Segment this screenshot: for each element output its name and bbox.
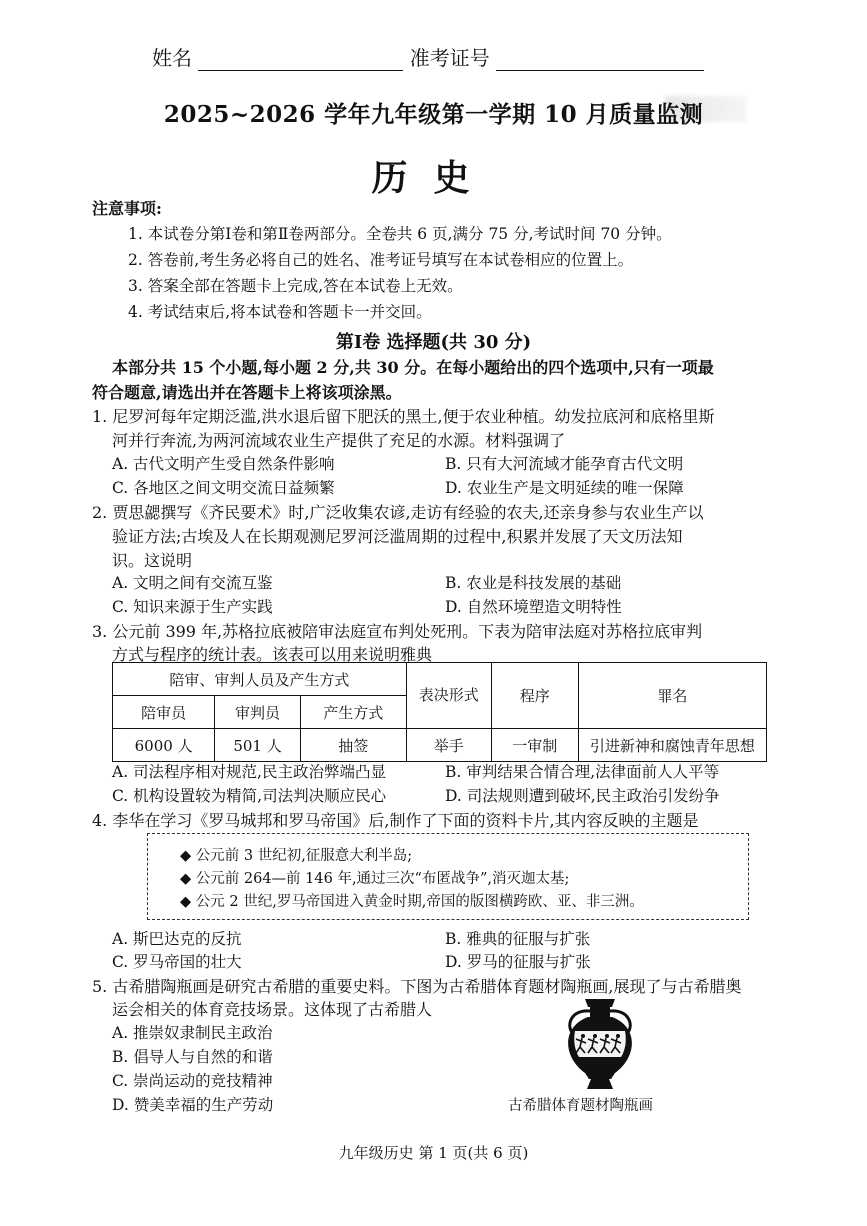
exam-no-label: 准考证号 <box>409 46 490 70</box>
question-1-option-d[interactable]: D. 农业生产是文明延续的唯一保障 <box>445 479 684 497</box>
question-2-stem: 2. 贾思勰撰写《齐民要术》时,广泛收集农谚,走访有经验的农夫,还亲身参与农业生产以 <box>92 503 704 522</box>
question-1-stem: 河并行奔流,为两河流域农业生产提供了充足的水源。材料强调了 <box>112 431 566 450</box>
question-4-stem: 4. 李华在学习《罗马城邦和罗马帝国》后,制作了下面的资料卡片,其内容反映的主题是 <box>92 811 699 830</box>
page-footer: 九年级历史 第 1 页(共 6 页) <box>338 1144 529 1162</box>
question-4-option-c[interactable]: C. 罗马帝国的壮大 <box>112 953 242 971</box>
table-cell: 6000 人 <box>113 729 215 762</box>
question-5-option-a[interactable]: A. 推崇奴隶制民主政治 <box>112 1024 273 1042</box>
question-5-option-b[interactable]: B. 倡导人与自然的和谐 <box>112 1048 273 1066</box>
question-1-stem: 1. 尼罗河每年定期泛滥,洪水退后留下肥沃的黑土,便于农业种植。幼发拉底河和底格里斯 <box>92 407 715 426</box>
notice-item: 1. 本试卷分第Ⅰ卷和第Ⅱ卷两部分。全卷共 6 页,满分 75 分,考试时间 70 分钟。 <box>128 225 672 243</box>
question-3-stem: 3. 公元前 399 年,苏格拉底被陪审法庭宣布判处死刑。下表为陪审法庭对苏格拉底审判 <box>92 622 703 641</box>
notice-item: 4. 考试结束后,将本试卷和答题卡一并交回。 <box>128 303 432 321</box>
table-row <box>113 729 767 762</box>
notice-item: 2. 答卷前,考生务必将自己的姓名、准考证号填写在本试卷相应的位置上。 <box>128 251 634 269</box>
name-label: 姓名 <box>152 46 192 70</box>
section-intro: 符合题意,请选出并在答题卡上将该项涂黑。 <box>92 383 402 402</box>
subject-title: 历史 <box>371 157 496 199</box>
trial-table <box>112 662 767 762</box>
question-5-option-c[interactable]: C. 崇尚运动的竞技精神 <box>112 1072 273 1090</box>
question-3-option-a[interactable]: A. 司法程序相对规范,民主政治弊端凸显 <box>112 763 386 781</box>
vase-caption: 古希腊体育题材陶瓶画 <box>508 1098 653 1114</box>
question-2-option-c[interactable]: C. 知识来源于生产实践 <box>112 598 273 616</box>
question-2-stem: 验证方法;古埃及人在长期观测尼罗河泛滥周期的过程中,积累并发展了天文历法知 <box>112 527 683 546</box>
table-header-procedure: 程序 <box>491 663 578 729</box>
question-2-option-d[interactable]: D. 自然环境塑造文明特性 <box>445 598 622 616</box>
notice-heading: 注意事项: <box>92 199 162 218</box>
exam-no-blank[interactable] <box>496 50 704 71</box>
card-item: ◆ 公元 2 世纪,罗马帝国进入黄金时期,帝国的版图横跨欧、亚、非三洲。 <box>180 894 644 910</box>
card-item: ◆ 公元前 3 世纪初,征服意大利半岛; <box>180 848 413 864</box>
table-subheader: 产生方式 <box>300 696 406 729</box>
table-subheader: 审判员 <box>215 696 301 729</box>
question-4-option-a[interactable]: A. 斯巴达克的反抗 <box>112 930 242 948</box>
table-cell: 501 人 <box>215 729 301 762</box>
table-header-vote: 表决形式 <box>406 663 491 729</box>
candidate-info-line <box>152 42 704 71</box>
question-2-stem: 识。这说明 <box>112 551 193 570</box>
question-3-option-d[interactable]: D. 司法规则遭到破坏,民主政治引发纷争 <box>445 787 720 805</box>
question-5-stem: 5. 古希腊陶瓶画是研究古希腊的重要史料。下图为古希腊体育题材陶瓶画,展现了与古希腊奥 <box>92 977 742 996</box>
question-4-option-b[interactable]: B. 雅典的征服与扩张 <box>445 930 591 948</box>
table-header-charge: 罪名 <box>578 663 766 729</box>
table-cell: 举手 <box>406 729 491 762</box>
question-2-option-a[interactable]: A. 文明之间有交流互鉴 <box>112 574 273 592</box>
card-item: ◆ 公元前 264—前 146 年,通过三次“布匿战争”,消灭迦太基; <box>180 871 570 887</box>
question-2-option-b[interactable]: B. 农业是科技发展的基础 <box>445 574 622 592</box>
question-1-option-c[interactable]: C. 各地区之间文明交流日益频繁 <box>112 479 335 497</box>
question-4-option-d[interactable]: D. 罗马的征服与扩张 <box>445 953 591 971</box>
section-intro: 本部分共 15 个小题,每小题 2 分,共 30 分。在每小题给出的四个选项中,只有一项最 <box>112 358 714 377</box>
table-cell: 引进新神和腐蚀青年思想 <box>578 729 766 762</box>
question-1-option-a[interactable]: A. 古代文明产生受自然条件影响 <box>112 455 335 473</box>
question-3-option-c[interactable]: C. 机构设置较为精简,司法判决顺应民心 <box>112 787 387 805</box>
exam-title: 2025~2026 学年九年级第一学期 10 月质量监测 <box>163 101 704 128</box>
section-heading: 第Ⅰ卷 选择题(共 30 分) <box>335 332 532 353</box>
greek-vase-image <box>555 995 645 1091</box>
question-1-option-b[interactable]: B. 只有大河流域才能孕育古代文明 <box>445 455 684 473</box>
question-3-stem: 方式与程序的统计表。该表可以用来说明雅典 <box>112 645 433 664</box>
question-5-option-d[interactable]: D. 赞美幸福的生产劳动 <box>112 1096 274 1114</box>
question-5-stem: 运会相关的体育竞技场景。这体现了古希腊人 <box>112 1000 433 1019</box>
info-card <box>147 833 749 920</box>
table-subheader: 陪审员 <box>113 696 215 729</box>
table-cell: 一审制 <box>491 729 578 762</box>
notice-item: 3. 答案全部在答题卡上完成,答在本试卷上无效。 <box>128 277 463 295</box>
table-cell: 抽签 <box>300 729 406 762</box>
table-group-header: 陪审、审判人员及产生方式 <box>113 663 407 696</box>
name-blank[interactable] <box>198 50 403 71</box>
question-3-option-b[interactable]: B. 审判结果合情合理,法律面前人人平等 <box>445 763 720 781</box>
